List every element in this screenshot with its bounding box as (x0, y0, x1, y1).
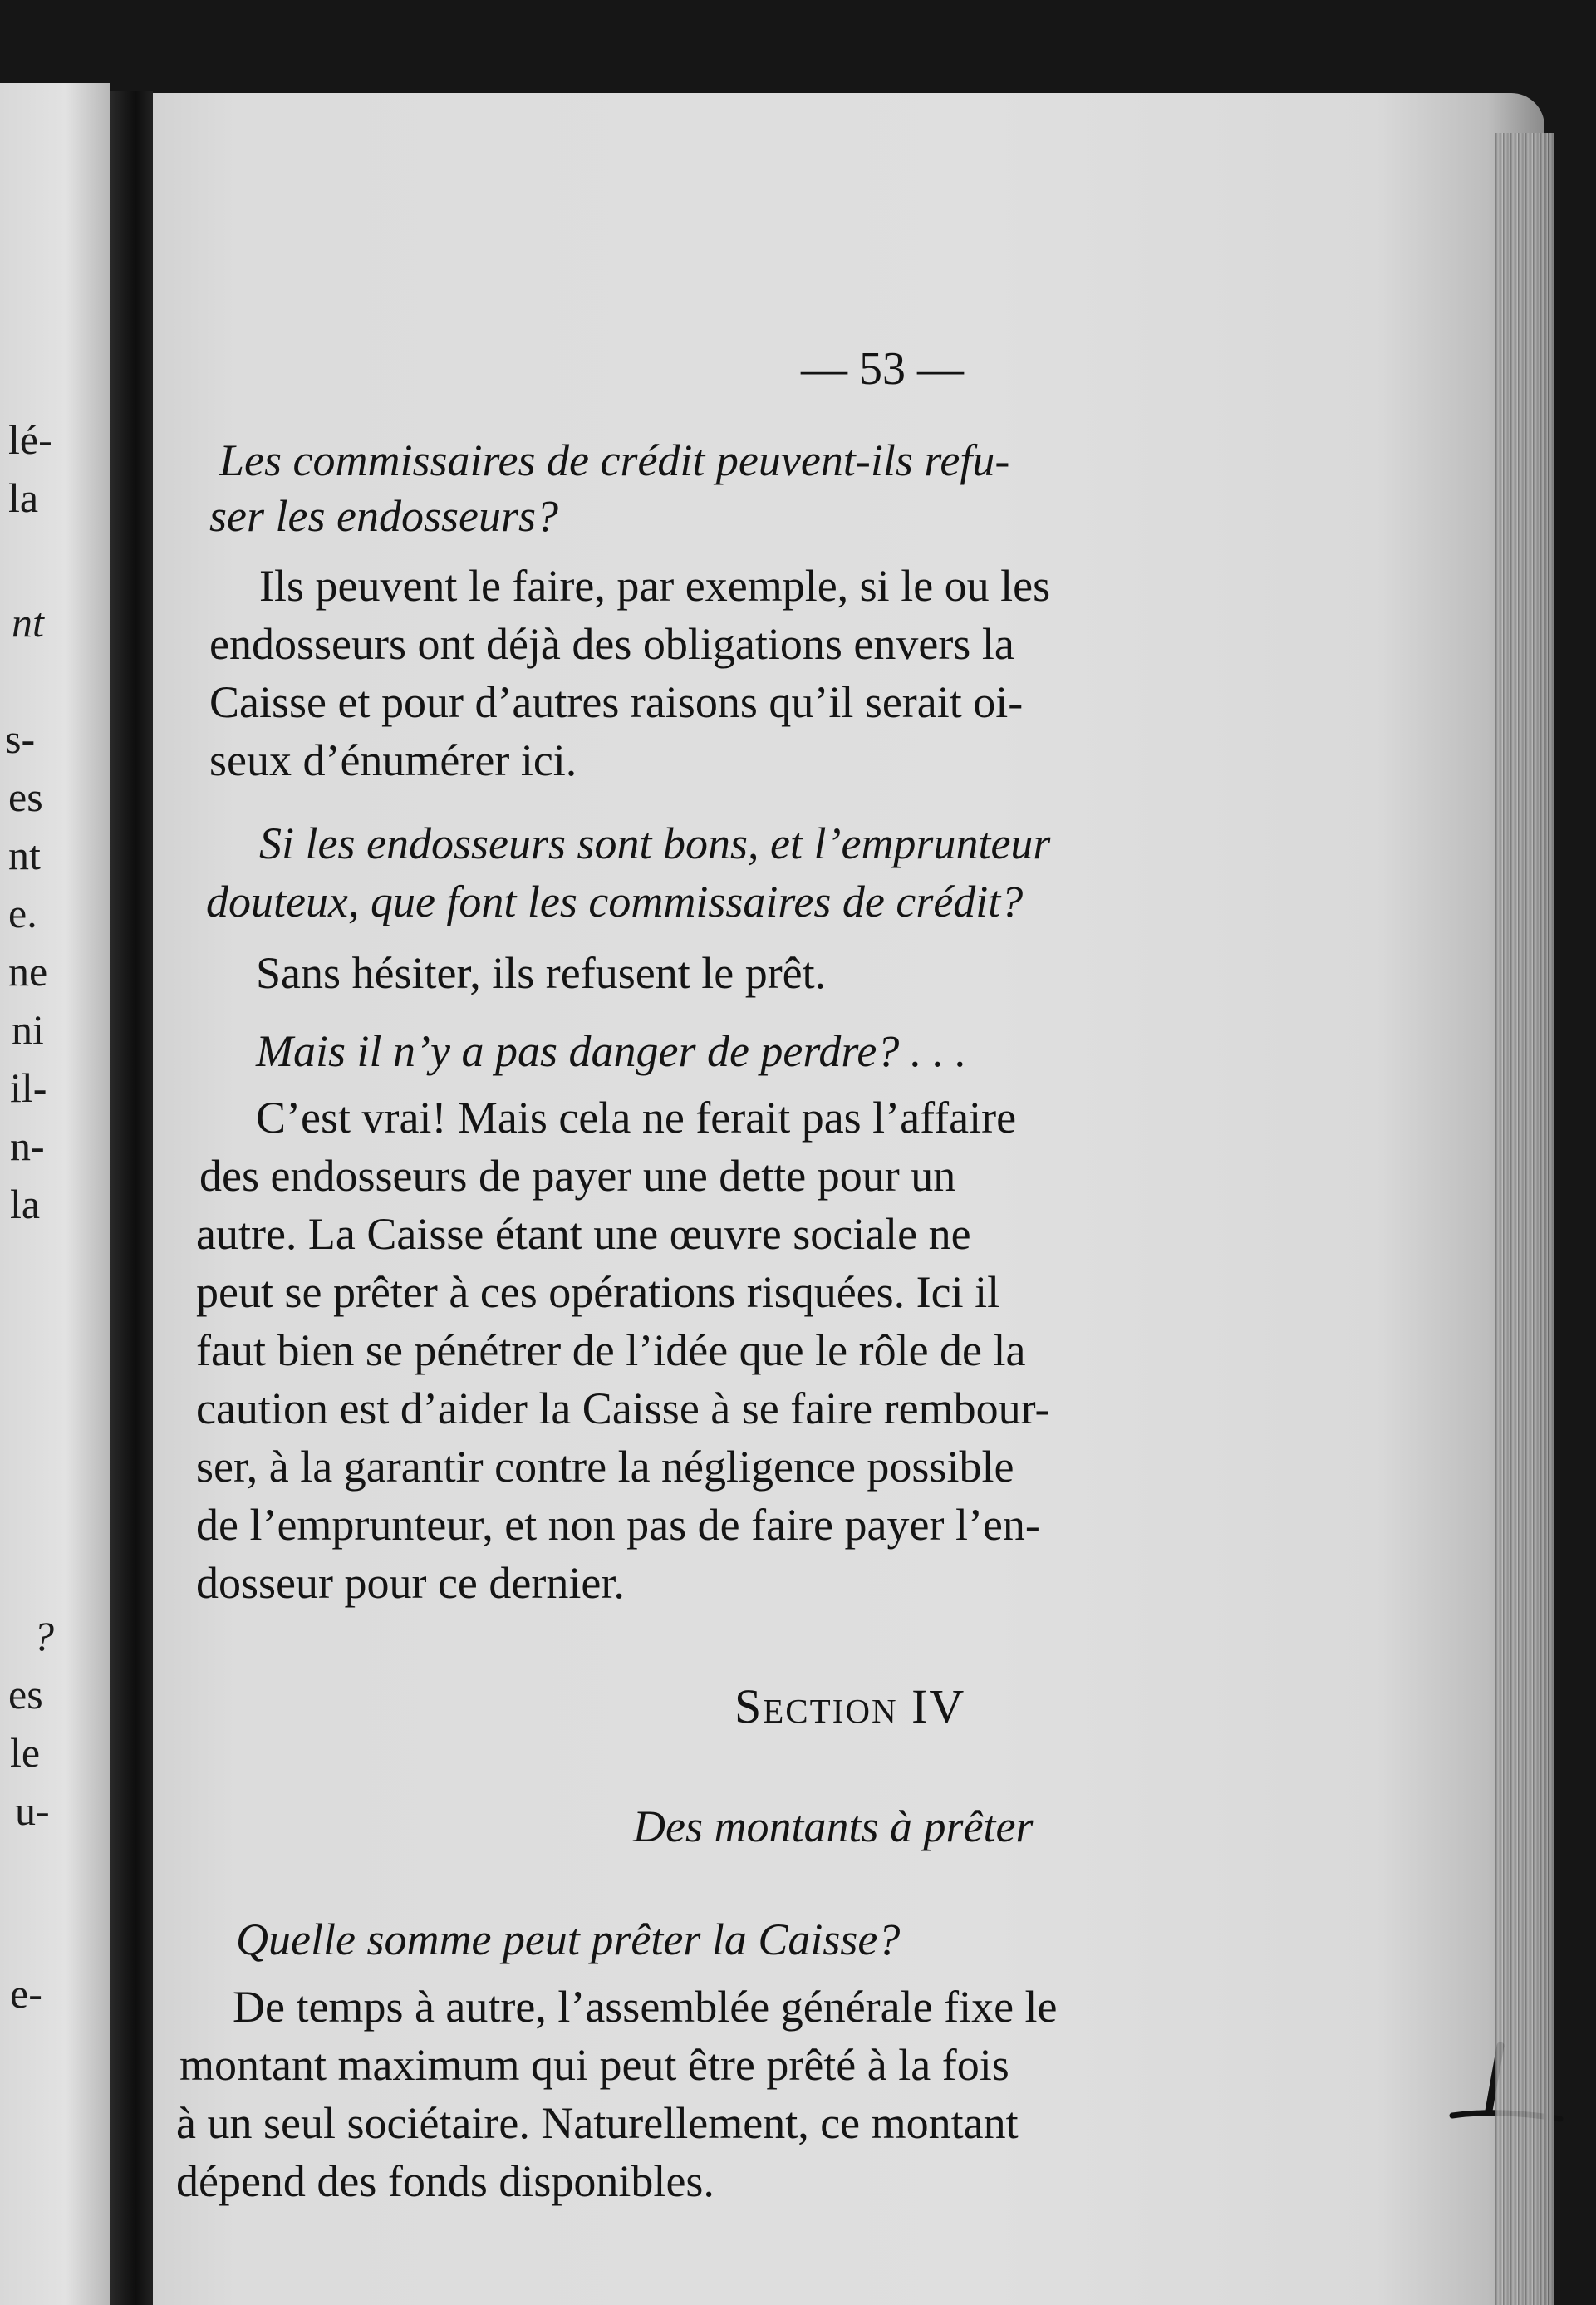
previous-page-edge (0, 83, 110, 2305)
answer-line: ser, à la garantir contre la négligence possible (196, 1442, 1014, 1492)
question-line: ser les endosseurs? (209, 491, 558, 541)
previous-page-fragment: ni (12, 1006, 44, 1053)
previous-page-fragment: le (10, 1729, 41, 1776)
previous-page-fragment: es (8, 774, 43, 820)
question-line: Si les endosseurs sont bons, et l’emprunteur (259, 818, 1051, 868)
previous-page-fragment: ? (33, 1613, 54, 1659)
previous-page-fragment: lé- (8, 416, 52, 463)
question-line: Quelle somme peut prêter la Caisse? (236, 1914, 901, 1964)
previous-page-fragment: la (8, 474, 39, 521)
question-line: Les commissaires de crédit peuvent-ils refu- (219, 435, 1010, 485)
answer-line: de l’emprunteur, et non pas de faire payer l’en- (196, 1500, 1040, 1550)
previous-page-fragment: e- (10, 1970, 42, 2017)
answer-line: montant maximum qui peut être prêté à la fois (179, 2040, 1009, 2090)
section-heading: Section IV (734, 1679, 966, 1733)
previous-page-fragment: e. (8, 890, 37, 936)
answer-line: C’est vrai! Mais cela ne ferait pas l’affaire (256, 1093, 1017, 1143)
answer-line: Ils peuvent le faire, par exemple, si le ou les (259, 561, 1051, 611)
previous-page-fragment: la (10, 1181, 41, 1227)
book-page (153, 93, 1544, 2305)
answer-line: Sans hésiter, ils refusent le prêt. (256, 948, 827, 998)
previous-page-fragment: s- (5, 715, 36, 762)
previous-page-fragment: ne (8, 948, 48, 995)
answer-line: peut se prêter à ces opérations risquées. Ici il (196, 1267, 1000, 1317)
answer-line: dosseur pour ce dernier. (196, 1558, 625, 1608)
answer-line: seux d’énumérer ici. (209, 735, 577, 785)
answer-line: à un seul sociétaire. Naturellement, ce montant (176, 2098, 1019, 2148)
section-subtitle: Des montants à prêter (633, 1801, 1034, 1851)
answer-line: endosseurs ont déjà des obligations envers la (209, 619, 1014, 669)
answer-line: Caisse et pour d’autres raisons qu’il serait oi- (209, 677, 1024, 727)
previous-page-fragment: nt (12, 599, 44, 646)
previous-page-fragment: nt (8, 832, 41, 878)
answer-line: des endosseurs de payer une dette pour un (199, 1151, 956, 1201)
previous-page-fragment: u- (15, 1787, 50, 1834)
answer-line: caution est d’aider la Caisse à se faire rembour- (196, 1383, 1050, 1433)
book-gutter (110, 91, 153, 2305)
answer-line: faut bien se pénétrer de l’idée que le rôle de la (196, 1325, 1026, 1375)
page-edges (1495, 133, 1554, 2305)
page-number: — 53 — (801, 343, 964, 395)
question-line: Mais il n’y a pas danger de perdre? . . . (256, 1026, 967, 1076)
previous-page-fragment: il- (10, 1064, 47, 1111)
answer-line: autre. La Caisse étant une œuvre sociale ne (196, 1209, 971, 1259)
answer-line: dépend des fonds disponibles. (176, 2156, 715, 2206)
answer-line: De temps à autre, l’assemblée générale fixe le (233, 1982, 1058, 2032)
previous-page-fragment: n- (10, 1123, 45, 1169)
question-line: douteux, que font les commissaires de crédit? (206, 877, 1024, 926)
previous-page-fragment: es (8, 1671, 43, 1718)
